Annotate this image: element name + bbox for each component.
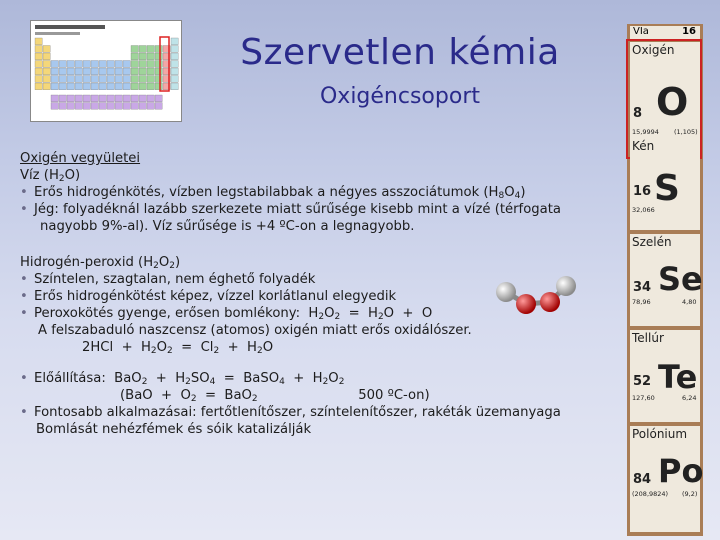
bullet-icon: • (20, 306, 28, 321)
list-item: • Jég: folyadéknál lazább szerkezete miatt sűrűsége kisebb mint a vízé (térfogata (20, 202, 561, 217)
section2-heading: Hidrogén-peroxid $(H_2O_2)$ (20, 255, 181, 271)
section1-heading: Oxigén vegyületei (20, 151, 141, 166)
bullet-icon: • (20, 405, 28, 420)
page-title: Szervetlen kémia (240, 32, 560, 73)
periodic-table-thumbnail (30, 20, 182, 122)
element-selenium: Szelén Se 34 78,96 4,80 (630, 234, 700, 326)
h2o2-molecule-image (490, 272, 590, 322)
element-sulfur: Kén S 16 32,066 (630, 138, 700, 230)
element-tellurium: Tellúr Te 52 127,60 6,24 (630, 330, 700, 422)
bullet-icon: • (20, 185, 28, 200)
bullet-icon: • (20, 202, 28, 217)
group-header: VIa 16 (630, 26, 700, 40)
list-item: • Erős hidrogénkötés, vízben legstabilabbak a négyes asszociátumok $(H_8O_4)$ (20, 185, 526, 201)
element-group-column (627, 24, 703, 536)
reaction-equation: ($BaO + O_2 = BaO_2$ 500 ºC-on) (120, 388, 430, 404)
list-item-continuation: A felszabaduló naszcensz (atomos) oxigén miatt erős oxidálószer. (38, 323, 472, 338)
list-item-continuation: nagyobb 9%-al). Víz sűrűsége is +4 ºC-on a legnagyobb. (40, 219, 415, 234)
element-oxygen: Oxigén O 8 15,9994 (1,105) (630, 42, 700, 154)
list-item: • Erős hidrogénkötést képez, vízzel korlátlanul elegyedik (20, 289, 397, 304)
water-heading: Víz $(H_2O)$ (20, 168, 81, 184)
page-subtitle: Oxigéncsoport (319, 84, 480, 109)
bullet-icon: • (20, 371, 28, 386)
list-item-continuation: Bomlását nehézfémek és sóik katalizálják (36, 422, 312, 437)
reaction-equation: $2HCl + H_2O_2 = Cl_2 + H_2O$ (82, 340, 274, 356)
list-item: • Előállítása: $BaO_2 + H_2SO_4$ = BaSO$_4$ + $H_2O_2$ (20, 371, 345, 387)
list-item: • Peroxokötés gyenge, erősen bomlékony: $H_2O_2 = H_2O + O$ (20, 306, 433, 322)
list-item: • Színtelen, szagtalan, nem éghető folyadék (20, 272, 316, 287)
bullet-icon: • (20, 289, 28, 304)
element-polonium: Polónium Po 84 (208,9824) (9,2) (630, 426, 700, 532)
list-item: • Fontosabb alkalmazásai: fertőtlenítőszer, színtelenítőszer, rakéták üzemanyaga (20, 405, 561, 420)
bullet-icon: • (20, 272, 28, 287)
